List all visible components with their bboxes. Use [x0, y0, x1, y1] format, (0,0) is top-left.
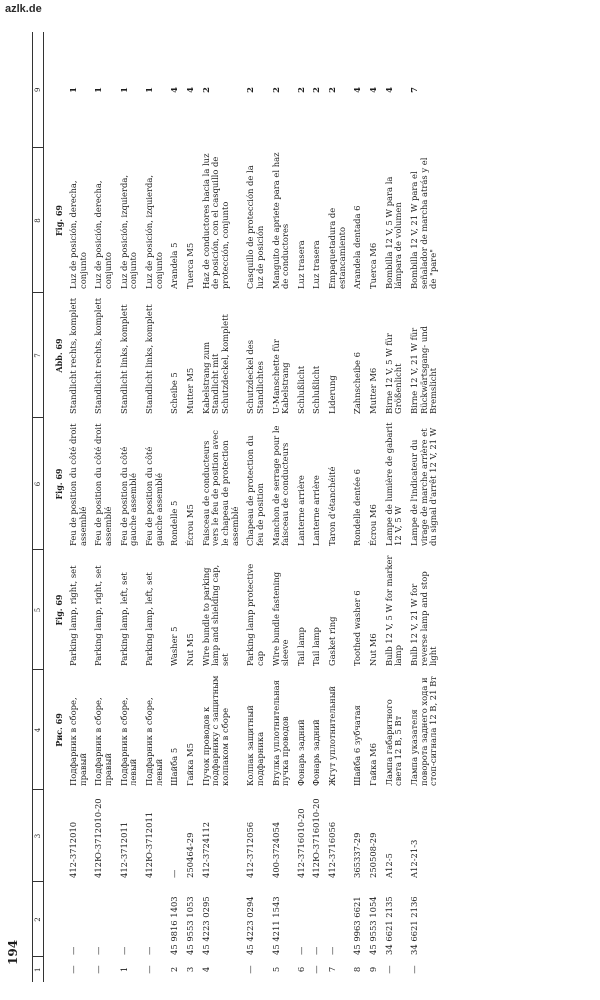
name-english: Toothed washer 6 [352, 590, 363, 666]
name-english: Bulb 12 V, 21 W for reverse lamp and stop light [409, 571, 439, 666]
quantity: 2 [200, 87, 211, 93]
name-english: Gasket ring [327, 616, 338, 666]
table-row [269, 32, 294, 982]
quantity: 1 [143, 87, 154, 93]
part-number: 412-3716010-20 [295, 808, 306, 878]
name-russian: Подфарник в сборе, левый [118, 697, 139, 786]
item-number: — [409, 965, 420, 974]
table-row [407, 32, 442, 982]
name-french: Manchon de serrage pour le faisceau de conducteurs [270, 425, 291, 546]
name-spanish: Bombilla 12 V, 21 W para el señalador de marcha atrás y el de "pare" [409, 157, 439, 289]
catalog-number: — [143, 946, 154, 955]
column-number: 3 [33, 790, 44, 882]
name-russian: Подфарник в сборе, правый [93, 697, 113, 786]
table-row [66, 32, 91, 982]
name-french: Lanterne arrière [295, 475, 306, 546]
part-number: 412-3716056 [327, 821, 338, 878]
column-number: 1 [33, 957, 44, 982]
table-row [183, 32, 199, 982]
catalog-number: — [118, 946, 129, 955]
column-number: 5 [33, 550, 44, 670]
name-spanish: Tuerca M6 [368, 242, 379, 289]
quantity: 2 [311, 87, 322, 93]
table-row [382, 32, 407, 982]
part-number: 412-3712010 [68, 821, 78, 878]
table-row [142, 32, 167, 982]
item-number: 2 [169, 966, 180, 973]
quantity: 4 [184, 87, 195, 93]
name-french: Lanterne arrière [311, 475, 322, 546]
name-russian: Втулка уплотнительная пучка проводов [270, 680, 291, 786]
item-number: 1 [118, 966, 129, 973]
name-russian: Гайка М6 [368, 743, 379, 786]
figure-caption: Fig. 69 [53, 205, 64, 237]
item-number: — [383, 965, 394, 974]
catalog-number: 45 4223 0294 [245, 896, 256, 955]
quantity: 2 [270, 87, 281, 93]
name-english: Parking lamp, right, set [68, 565, 78, 666]
catalog-number: 45 9816 1403 [169, 896, 180, 955]
name-french: Rondelle 5 [169, 500, 180, 546]
name-german: Liderung [327, 375, 338, 414]
column-number: 4 [33, 670, 44, 790]
part-number: 412Ю-3712011 [143, 811, 154, 878]
name-english: Bulb 12 V, 5 W for marker lamp [383, 555, 404, 666]
name-spanish: Arandela dentada 6 [352, 205, 363, 289]
quantity: 7 [409, 87, 420, 93]
name-english: Nut M6 [368, 633, 379, 666]
name-spanish: Luz de posición, derecha, conjunto [93, 180, 113, 289]
quantity: 4 [383, 87, 394, 93]
quantity: 1 [68, 87, 78, 93]
table-row [309, 32, 325, 982]
rotated-parts-table [32, 32, 597, 982]
name-english: Washer 5 [169, 626, 180, 666]
name-russian: Фонарь задний [311, 719, 322, 786]
quantity: 2 [295, 87, 306, 93]
table-row [366, 32, 382, 982]
name-german: Schlußlicht [311, 365, 322, 414]
name-german: Mutter M5 [184, 367, 195, 414]
name-german: Standlicht links, komplett [118, 304, 129, 414]
quantity: 4 [352, 87, 363, 93]
name-german: Standlicht rechts, komplett [93, 297, 104, 414]
quantity: 4 [368, 87, 379, 93]
catalog-number: 34 6621 2135 [383, 896, 394, 955]
name-russian: Фонарь задний [295, 719, 306, 786]
name-english: Wire bundle fastening sleeve [270, 571, 291, 666]
part-number: 412-3712011 [118, 821, 129, 878]
name-english: Parking lamp, right, set [93, 565, 104, 666]
catalog-number: 34 6621 2136 [409, 896, 420, 955]
column-number-row [33, 32, 44, 982]
figure-caption: Рис. 69 [53, 713, 64, 747]
name-english: Parking lamp, left, set [118, 572, 129, 666]
part-number: 250508-29 [368, 832, 379, 878]
item-number: 3 [184, 966, 195, 973]
parts-table [32, 32, 442, 982]
name-german: U-Manschette für Kabelstrang [270, 339, 291, 414]
name-russian: Пучок проводов к подфарнику с защитным колпаком в сборе [200, 675, 230, 786]
table-row [91, 32, 116, 982]
part-number: A12-5 [383, 853, 394, 878]
watermark: azlk.de [5, 3, 42, 15]
column-number: 7 [33, 293, 44, 418]
name-french: Taron d'étanchéité [327, 466, 338, 546]
part-number: 365337-29 [352, 832, 363, 878]
name-russian: Шайба 6 зубчатая [352, 705, 363, 786]
quantity: 2 [245, 87, 256, 93]
name-english: Tail lamp [311, 627, 322, 666]
item-number: — [93, 965, 104, 974]
item-number: 7 [327, 966, 338, 973]
table-row [167, 32, 183, 982]
catalog-number: — [93, 946, 104, 955]
name-spanish: Arandela 5 [169, 242, 180, 289]
name-english: Nut M5 [184, 633, 195, 666]
item-number: — [68, 965, 78, 974]
name-french: Feu de position du côté gauche assemblé [118, 446, 139, 546]
page-number: 194 [6, 939, 20, 965]
name-english: Wire bundle to parking lamp and shielding cap, set [200, 564, 230, 666]
part-number: 250464-29 [184, 832, 195, 878]
part-number: — [169, 869, 180, 878]
name-spanish: Luz de posición, izquierda, conjunto [118, 174, 139, 289]
name-german: Schlußlicht [295, 365, 306, 414]
table-row [117, 32, 142, 982]
name-german: Schutzdeckel des Standlichtes [245, 340, 265, 414]
figure-caption: Fig. 69 [53, 594, 64, 626]
name-russian: Подфарник в сборе, правый [68, 697, 88, 786]
item-number: — [143, 965, 154, 974]
name-french: Faisceau de conducteurs vers le feu de position avec le chapeau de protection assemblé [200, 430, 240, 546]
catalog-number: — [311, 946, 322, 955]
quantity: 2 [327, 87, 338, 93]
name-german: Mutter M6 [368, 367, 379, 414]
catalog-number: 45 4211 1543 [270, 896, 281, 955]
figure-caption-row [44, 32, 67, 982]
name-german: Kabelstrang zum Standlicht mit Schutzdeckel, komplett [200, 314, 230, 414]
name-french: Feu de position du côté droit assemblé [68, 423, 88, 546]
name-french: Rondelle dentée 6 [352, 468, 363, 546]
name-french: Feu de position du côté gauche assemblé [143, 446, 164, 546]
part-number: 412-3724112 [200, 821, 211, 878]
name-french: Feu de position du côté droit assemblé [93, 423, 113, 546]
item-number: 8 [352, 966, 363, 973]
item-number: — [311, 965, 322, 974]
catalog-number: 45 9553 1053 [184, 896, 195, 955]
name-german: Birne 12 V, 21 W für Rückwärtsgang- und Bremslicht [409, 325, 439, 414]
name-english: Tail lamp [295, 627, 306, 666]
name-spanish: Haz de conductores hacia la luz de posición, con el casquillo de protección, conjunto [200, 153, 230, 289]
name-russian: Гайка М5 [184, 743, 195, 786]
table-row [294, 32, 310, 982]
table-row [325, 32, 350, 982]
name-spanish: Luz de posición, izquierda, conjunto [143, 174, 164, 289]
column-number: 8 [33, 148, 44, 293]
item-number: 9 [368, 966, 379, 973]
catalog-number: 45 4223 0295 [200, 896, 211, 955]
catalog-number: — [327, 946, 338, 955]
name-french: Lampe de lumière de gabarit 12 V, 5 W [383, 422, 404, 546]
name-french: Chapeau de protection du feu de position [245, 435, 265, 546]
name-spanish: Bombilla 12 V, 5 W para la lámpara de volumen [383, 176, 404, 289]
name-french: Écrou M5 [184, 504, 195, 546]
figure-caption: Fig. 69 [53, 468, 64, 500]
catalog-number: — [295, 946, 306, 955]
name-spanish: Luz trasera [311, 240, 322, 289]
name-spanish: Empaquetadura de estancamiento [327, 207, 347, 289]
table-row [199, 32, 244, 982]
column-number: 9 [33, 32, 44, 148]
name-spanish: Casquillo de protección de la luz de posición [245, 165, 265, 289]
part-number: 412Ю-3716010-20 [311, 798, 322, 878]
name-german: Standlicht rechts, komplett [68, 297, 78, 414]
quantity: 1 [118, 87, 129, 93]
part-number: 412-3712056 [245, 821, 256, 878]
part-number: A12-21-3 [409, 839, 420, 878]
name-german: Zahnscheibe 6 [352, 352, 363, 414]
name-german: Standlicht links, komplett [143, 304, 154, 414]
catalog-number: 45 9553 1054 [368, 896, 379, 955]
name-russian: Колпак защитный подфарника [245, 705, 265, 786]
name-spanish: Manguito de apriete para el haz de conductores [270, 152, 291, 289]
table-row [350, 32, 366, 982]
name-german: Scheibe 5 [169, 372, 180, 414]
column-number: 6 [33, 418, 44, 550]
name-spanish: Tuerca M5 [184, 242, 195, 289]
name-english: Parking lamp, left, set [143, 572, 154, 666]
column-number: 2 [33, 882, 44, 957]
item-number: — [245, 965, 256, 974]
item-number: 6 [295, 966, 306, 973]
catalog-number: 45 9963 6621 [352, 896, 363, 955]
part-number: 400-3724054 [270, 821, 281, 878]
name-russian: Лампа габаритного света 12 В, 5 Вт [383, 699, 404, 786]
quantity: 4 [169, 87, 180, 93]
parts-rows [66, 32, 442, 982]
quantity: 1 [93, 87, 104, 93]
catalog-number: — [68, 946, 78, 955]
name-russian: Жгут уплотнительный [327, 686, 338, 786]
name-russian: Шайба 5 [169, 747, 180, 786]
name-german: Birne 12 V, 5 W für Größenlicht [383, 333, 404, 414]
name-russian: Подфарник в сборе, левый [143, 697, 164, 786]
name-spanish: Luz trasera [295, 240, 306, 289]
name-english: Parking lamp protective cap [245, 563, 265, 666]
name-french: Lampe de l'indicateur du virage de marche arrière et du signal d'arrêt 12 V, 21 W [409, 427, 439, 546]
name-russian: Лампа указателя поворота заднего хода и стоп-сигнала 12 В, 21 Вт [409, 676, 439, 786]
name-french: Écrou M6 [368, 504, 379, 546]
name-spanish: Luz de posición, derecha, conjunto [68, 180, 88, 289]
figure-caption: Abb. 69 [53, 338, 64, 373]
item-number: 5 [270, 966, 281, 973]
item-number: 4 [200, 966, 211, 973]
part-number: 412Ю-3712010-20 [93, 798, 104, 878]
table-row [243, 32, 268, 982]
